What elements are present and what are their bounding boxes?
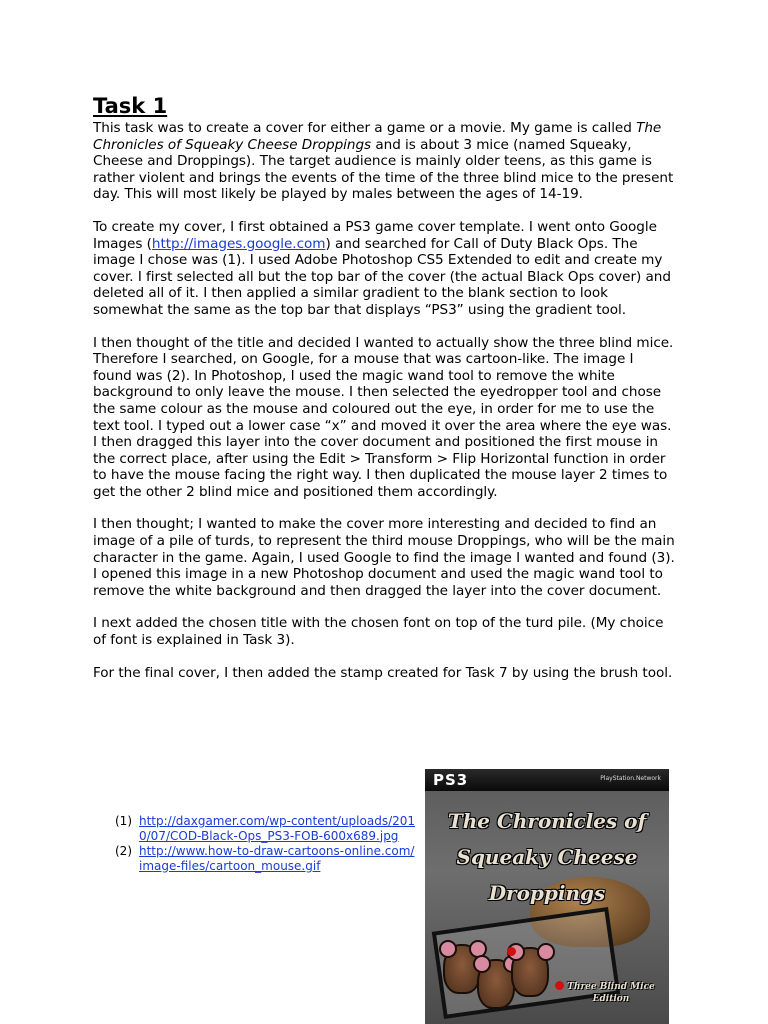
references-list bbox=[115, 814, 415, 874]
cover-top-bar bbox=[425, 769, 669, 791]
mouse-icon bbox=[511, 947, 549, 997]
reference-item bbox=[115, 814, 415, 843]
google-images-link[interactable]: http://images.google.com bbox=[151, 235, 326, 252]
paragraph-template: To create my cover, I first obtained a PS3 game cover template. I went onto Google Images (http://images.google.com) and searched for Call of Duty Black Ops. The image I chose was (1). I used Adobe Photoshop CS5 Extended to edit and create my cover. I first selected all but the top bar of the cover (the actual Black Ops cover) and deleted all of it. I then applied a similar gradient to the blank section to look somewhat the same as the top bar that displays “PS3” using the gradient tool. bbox=[93, 218, 671, 318]
mouse-icon bbox=[477, 959, 515, 1009]
paragraph-title-font: I next added the chosen title with the chosen font on top of the turd pile. (My choice of font is explained in Task 3). bbox=[93, 615, 664, 649]
reference-link[interactable]: http://daxgamer.com/wp-content/uploads/2010/07/COD-Black-Ops_PS3-FOB-600x689.jpg bbox=[139, 814, 416, 843]
game-title: The Chronicles of Squeaky Cheese Droppings bbox=[93, 120, 662, 153]
reference-link[interactable]: http://www.how-to-draw-cartoons-online.com/image-files/cartoon_mouse.gif bbox=[139, 844, 415, 873]
mouse-ear-icon bbox=[473, 955, 491, 973]
reference-number: (1) bbox=[115, 814, 132, 828]
cover-title: The Chronicles of Squeaky Cheese Droppings bbox=[447, 809, 647, 905]
task-heading: Task 1 bbox=[93, 94, 168, 118]
reference-number: (2) bbox=[115, 844, 132, 858]
paragraph-stamp: For the final cover, I then added the stamp created for Task 7 by using the brush tool. bbox=[93, 664, 673, 681]
mouse-ear-icon bbox=[537, 943, 555, 961]
reference-item bbox=[115, 844, 415, 873]
paragraph-turds: I then thought; I wanted to make the cover more interesting and decided to find an image of a pile of turds, to represent the third mouse Droppings, who will be the main character in the game. Again, I used Google to find the image I wanted and found (3). I opened this image in a new Photoshop document and used the magic wand tool to remove the white background and then dragged the layer into the cover document. bbox=[93, 516, 675, 599]
game-cover-image bbox=[425, 769, 669, 1024]
paragraph-intro: This task was to create a cover for either a game or a movie. My game is called The Chronicles of Squeaky Cheese Droppings and is about 3 mice (named Squeaky, Cheese and Droppings). The target audience is mainly older teens, as this game is rather violent and brings the events of the time of the three blind mice to the present day. This will most likely be played by males between the ages of 14-19. bbox=[93, 120, 674, 203]
red-dot-icon bbox=[555, 981, 564, 990]
ps3-logo: PS3 bbox=[433, 771, 469, 789]
document-body bbox=[93, 92, 675, 697]
playstation-network-logo: PlayStation.Network bbox=[600, 775, 661, 782]
paragraph-mice: I then thought of the title and decided I wanted to actually show the three blind mice. Therefore I searched, on Google, for a mouse that was cartoon-like. The image I found was (2). In Photoshop, I used the magic wand tool to remove the white background to only leave the mouse. I then selected the eyedropper tool and chose the same colour as the mouse and coloured out the eye, in order for me to use the text tool. I typed out a lower case “x” and moved it over the area where the eye was. I then dragged this layer into the cover document and positioned the first mouse in the correct place, after using the Edit > Transform > Flip Horizontal function in order to have the mouse facing the right way. I then duplicated the mouse layer 2 times to get the other 2 blind mice and positioned them accordingly. bbox=[93, 334, 674, 500]
red-dot-icon bbox=[507, 947, 516, 956]
cover-edition-text: Three Blind Mice Edition bbox=[567, 982, 655, 1004]
mouse-ear-icon bbox=[439, 940, 457, 958]
